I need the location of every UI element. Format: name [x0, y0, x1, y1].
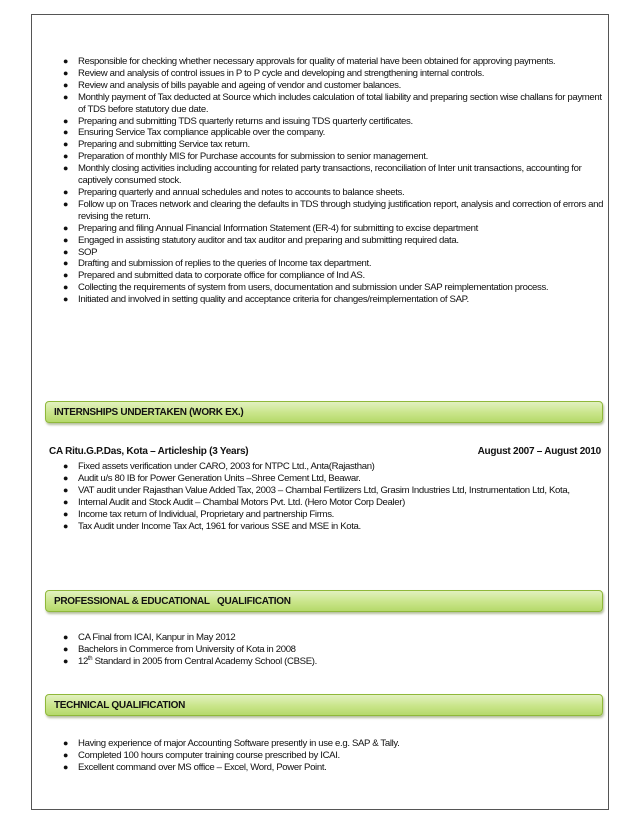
list-item: [45, 485, 611, 497]
bullet-icon: ●: [63, 258, 69, 269]
section-header-education: [45, 590, 603, 612]
bullet-icon: ●: [63, 496, 69, 507]
section-title: TECHNICAL QUALIFICATION: [54, 700, 186, 711]
section-header-technical: [45, 694, 603, 716]
list-item: [45, 235, 610, 247]
bullet-icon: ●: [63, 738, 69, 748]
list-item-text: Prepared and submitted data to corporate office for compliance of Ind AS.: [78, 270, 365, 282]
list-item-text: SOP: [78, 246, 98, 258]
list-item: [45, 247, 610, 259]
bullet-icon: ●: [63, 151, 69, 162]
bullet-icon: ●: [63, 91, 69, 102]
list-item-text: Having experience of major Accounting Software presently in use e.g. SAP & Tally.: [78, 738, 400, 749]
bullet-icon: ●: [63, 115, 69, 126]
list-item: [45, 223, 610, 235]
internship-firm: CA Ritu.G.P.Das, Kota – Articleship (3 Years): [49, 446, 249, 457]
list-item-text: Preparing and filing Annual Financial Information Statement (ER-4) for submitting to excise department: [78, 222, 478, 234]
list-item: [45, 163, 610, 187]
list-item: [45, 127, 610, 139]
list-item: [45, 509, 611, 521]
list-item: [45, 656, 610, 668]
list-item-text: Preparation of monthly MIS for Purchase accounts for submission to senior management.: [78, 151, 428, 163]
list-item: [45, 497, 611, 509]
list-item-text: Preparing and submitting TDS quarterly returns and issuing TDS quarterly certificates.: [78, 115, 413, 127]
list-item: [45, 199, 610, 223]
ordinal-suffix: th: [87, 655, 93, 662]
bullet-icon: ●: [63, 79, 69, 90]
bullet-icon: ●: [63, 270, 69, 281]
list-item-text: Preparing and submitting Service tax return.: [78, 139, 250, 151]
list-item-text: Audit u/s 80 IB for Power Generation Units –Shree Cement Ltd, Beawar.: [78, 472, 361, 484]
bullet-icon: ●: [63, 484, 69, 495]
list-item: [45, 644, 610, 656]
list-item-text: Tax Audit under Income Tax Act, 1961 for various SSE and MSE in Kota.: [78, 520, 361, 532]
list-item: [45, 116, 610, 128]
list-item-text: Review and analysis of control issues in P to P cycle and developing and strengthening internal controls.: [78, 67, 485, 79]
bullet-icon: ●: [63, 186, 69, 197]
list-item: [45, 68, 610, 80]
bullet-icon: ●: [63, 761, 69, 772]
list-item: [45, 258, 610, 270]
list-item-text: Fixed assets verification under CARO, 2003 for NTPC Ltd., Anta(Rajasthan): [78, 461, 375, 472]
list-item: [45, 92, 610, 116]
bullet-icon: ●: [63, 246, 69, 257]
list-item: [45, 151, 610, 163]
responsibilities-list: [45, 56, 610, 306]
list-item: [45, 139, 610, 151]
list-item: [45, 56, 610, 68]
list-item-text: Follow up on Traces network and clearing the defaults in TDS through studying justification report, analysis and correction of errors and revising the return.: [78, 198, 604, 222]
list-item: [45, 521, 611, 533]
bullet-icon: ●: [63, 139, 69, 150]
list-item-text: Ensuring Service Tax compliance applicable over the company.: [78, 127, 325, 139]
section-title: INTERNSHIPS UNDERTAKEN (WORK EX.): [54, 407, 244, 418]
bullet-icon: ●: [63, 472, 69, 483]
section-title: PROFESSIONAL & EDUCATIONAL QUALIFICATION: [54, 596, 291, 607]
list-item: [45, 270, 610, 282]
list-item: [45, 187, 610, 199]
list-item-text: Preparing quarterly and annual schedules and notes to accounts to balance sheets.: [78, 186, 405, 198]
list-item: [45, 632, 610, 644]
list-item-text: Income tax return of Individual, Proprietary and partnership Firms.: [78, 508, 334, 520]
bullet-icon: ●: [63, 520, 69, 531]
list-item-text: Drafting and submission of replies to the queries of Income tax department.: [78, 258, 372, 270]
list-item-text: VAT audit under Rajasthan Value Added Tax, 2003 – Chambal Fertilizers Ltd, Grasim Industries Ltd, Instrumentation Ltd, Kota,: [78, 484, 570, 496]
list-item-text: Completed 100 hours computer training course prescribed by ICAI.: [78, 749, 340, 761]
bullet-icon: ●: [63, 234, 69, 245]
bullet-icon: ●: [63, 508, 69, 519]
internship-dates: August 2007 – August 2010: [477, 446, 601, 457]
list-item-text: Engaged in assisting statutory auditor and tax auditor and preparing and submitting required data.: [78, 234, 459, 246]
list-item: [45, 461, 611, 473]
list-item-text: Monthly closing activities including accounting for related party transactions, reconciliation of Inter unit transactions, accounting for captively consumed stock.: [78, 163, 582, 187]
technical-list: [45, 738, 610, 774]
bullet-icon: ●: [63, 198, 69, 209]
bullet-icon: ●: [63, 282, 69, 293]
list-item-text: Review and analysis of bills payable and ageing of vendor and customer balances.: [78, 79, 401, 91]
education-list: [45, 632, 610, 668]
list-item-text: CA Final from ICAI, Kanpur in May 2012: [78, 632, 236, 643]
bullet-icon: ●: [63, 643, 69, 654]
section-header-internships: [45, 401, 603, 423]
list-item-text: Bachelors in Commerce from University of Kota in 2008: [78, 643, 296, 655]
bullet-icon: ●: [63, 222, 69, 233]
list-item-text: 12: [78, 655, 88, 667]
bullet-icon: ●: [63, 127, 69, 138]
list-item-text: Internal Audit and Stock Audit – Chambal Motors Pvt. Ltd. (Hero Motor Corp Dealer): [78, 496, 405, 508]
bullet-icon: ●: [63, 163, 69, 174]
internship-list: [45, 461, 611, 532]
list-item-text: Monthly payment of Tax deducted at Source which includes calculation of total liability and preparing section wise challans for payment of TDS before statutory due date.: [78, 91, 602, 115]
list-item: [45, 750, 610, 762]
list-item: [45, 282, 610, 294]
list-item: [45, 762, 610, 774]
list-item: [45, 294, 610, 306]
bullet-icon: ●: [63, 655, 69, 666]
list-item-text: Initiated and involved in setting quality and acceptance criteria for changes/reimplementation of SAP.: [78, 294, 469, 306]
list-item: [45, 738, 610, 750]
bullet-icon: ●: [63, 56, 69, 66]
bullet-icon: ●: [63, 632, 69, 642]
internship-heading: [49, 446, 605, 457]
list-item-text: Collecting the requirements of system from users, documentation and submission under SAP reimplementation process.: [78, 282, 549, 294]
bullet-icon: ●: [63, 67, 69, 78]
list-item-text: Excellent command over MS office – Excel, Word, Power Point.: [78, 761, 327, 773]
bullet-icon: ●: [63, 461, 69, 471]
list-item-text: Standard in 2005 from Central Academy School (CBSE).: [92, 655, 317, 667]
list-item: [45, 80, 610, 92]
list-item-text: Responsible for checking whether necessary approvals for quality of material have been obtained for approving payments.: [78, 56, 556, 67]
list-item: [45, 473, 611, 485]
bullet-icon: ●: [63, 749, 69, 760]
bullet-icon: ●: [63, 294, 69, 305]
